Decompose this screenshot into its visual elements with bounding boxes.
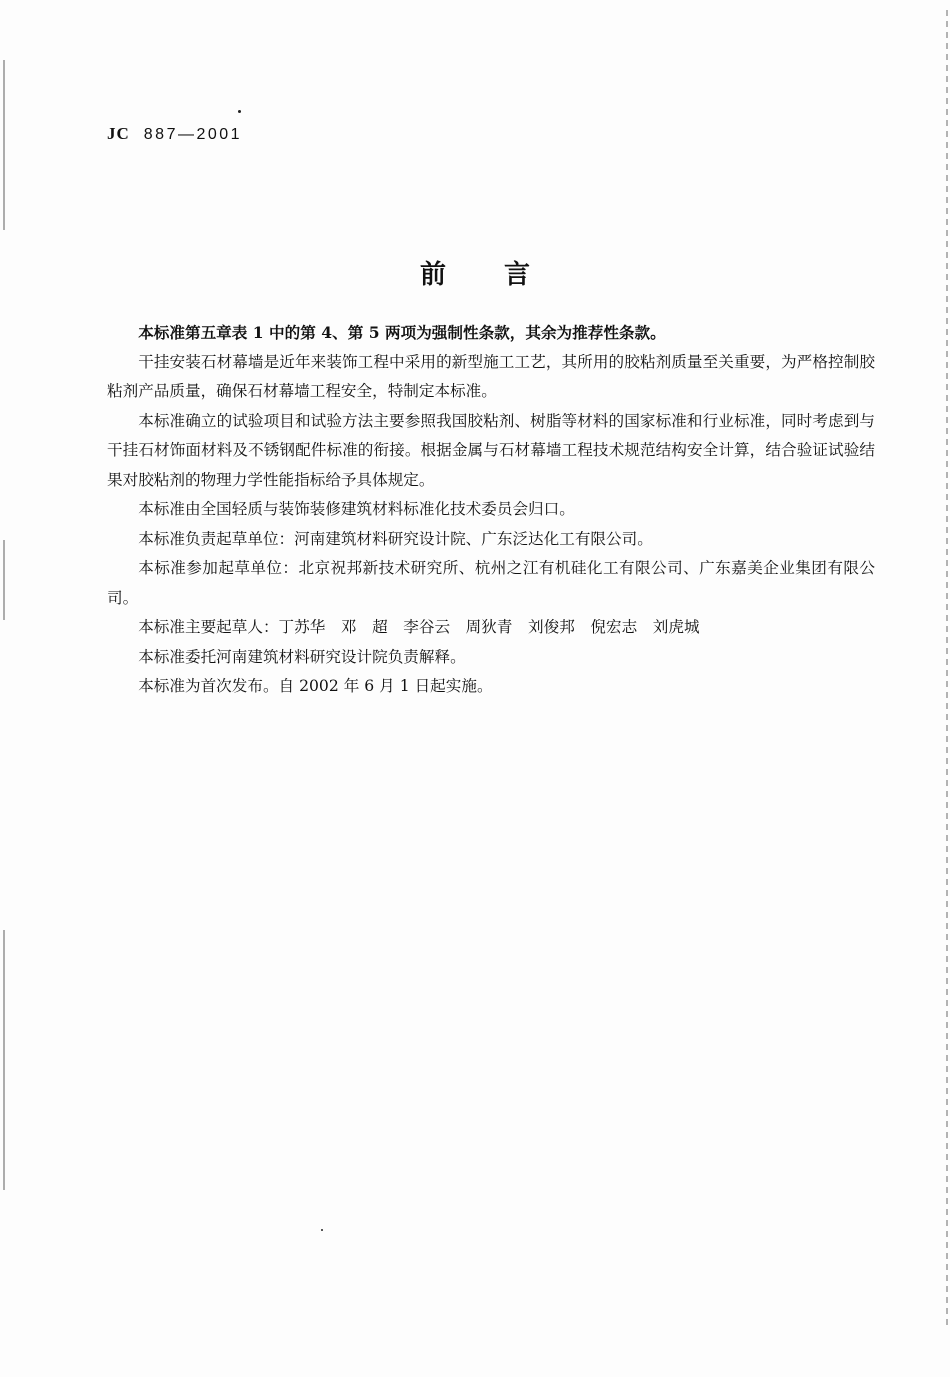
paragraph-methods: 本标准确立的试验项目和试验方法主要参照我国胶粘剂、树脂等材料的国家标准和行业标准，同时考虑到与干挂石材饰面材料及不锈钢配件标准的衔接。根据金属与石材幕墙工程技术规范结构安全计算，结合验证试验结果对胶粘剂的物理力学性能指标给予具体规定。	[107, 411, 875, 489]
standard-code-number: 887—2001	[143, 126, 243, 143]
scan-edge-left	[3, 60, 5, 230]
paragraph-responsible-drafters: 本标准负责起草单位：河南建筑材料研究设计院、广东泛达化工有限公司。	[138, 529, 653, 548]
title-char-2: 言	[504, 260, 531, 290]
scan-edge-left	[3, 930, 5, 1190]
scan-speck	[238, 110, 241, 113]
paragraph-effective-date: 本标准为首次发布。自 2002 年 6 月 1 日起实施。	[138, 677, 493, 695]
paragraph-committee: 本标准由全国轻质与装饰装修建筑材料标准化技术委员会归口。	[138, 500, 575, 518]
standard-code	[107, 124, 242, 144]
title-char-1: 前	[419, 260, 446, 290]
paragraph-principal-drafters: 本标准主要起草人：丁苏华 邓 超 李谷云 周狄青 刘俊邦 倪宏志 刘虎城	[138, 618, 700, 636]
paragraph-participating-drafters: 本标准参加起草单位：北京祝邦新技术研究所、杭州之江有机硅化工有限公司、广东嘉美企业集团有限公司。	[107, 559, 875, 607]
paragraph-interpretation: 本标准委托河南建筑材料研究设计院负责解释。	[138, 647, 466, 666]
foreword-body	[107, 318, 875, 702]
scan-edge-left	[3, 540, 5, 620]
paragraph-mandatory-clauses: 本标准第五章表 1 中的第 4、第 5 两项为强制性条款，其余为推荐性条款。	[138, 323, 666, 342]
scan-speck	[321, 1229, 323, 1231]
page-title	[0, 254, 950, 291]
scan-edge-right	[946, 10, 948, 1330]
standard-code-prefix: JC	[107, 124, 130, 143]
paragraph-background: 干挂安装石材幕墙是近年来装饰工程中采用的新型施工工艺，其所用的胶粘剂质量至关重要，为严格控制胶粘剂产品质量，确保石材幕墙工程安全，特制定本标准。	[107, 352, 875, 400]
